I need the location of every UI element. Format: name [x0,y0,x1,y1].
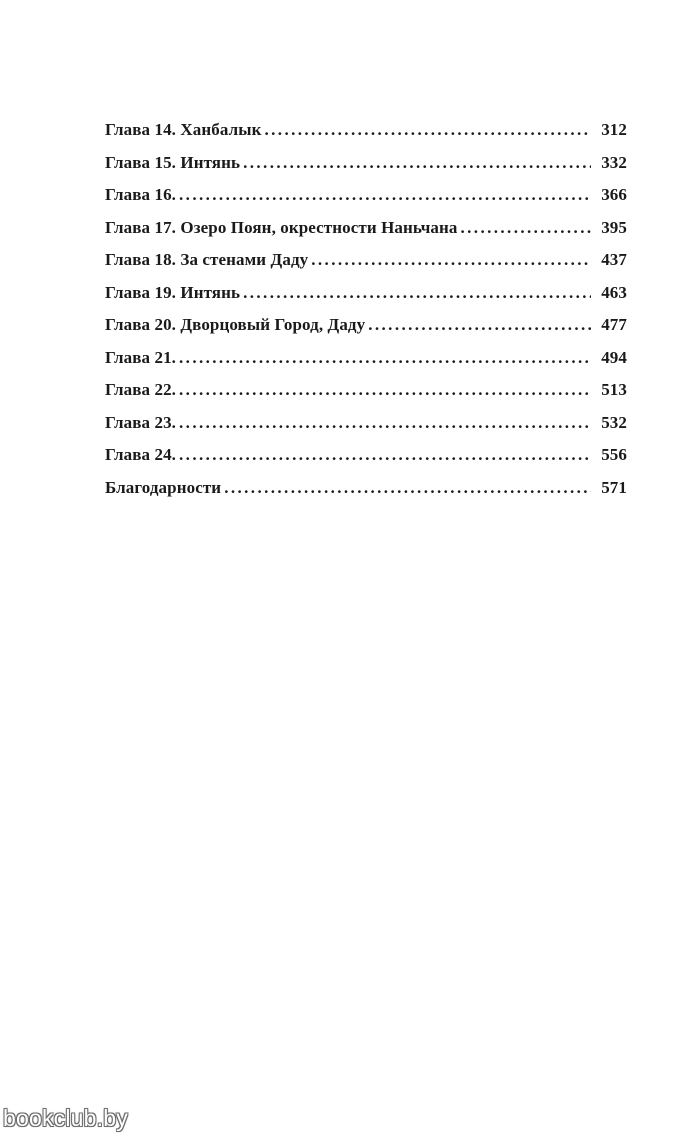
toc-entry-page: 532 [601,412,627,432]
toc-leader-dots [461,218,592,238]
toc-entry-title: Глава 16. [105,185,177,204]
toc-leader-dots [265,120,592,140]
toc-entry-title: Глава 24. [105,445,177,464]
toc-entry [105,153,627,186]
toc-entry-page: 366 [601,185,627,204]
toc-entry-title: Глава 21. [105,347,177,367]
toc-entry [105,348,627,381]
toc-leader-dots [179,185,591,205]
toc-entry-title: Глава 20. Дворцовый Город, Даду [105,315,366,334]
toc-entry [105,478,627,511]
toc-entry-page: 494 [601,347,627,367]
toc-entry [105,283,627,316]
toc-entry-title: Глава 23. [105,412,177,432]
watermark: bookclub.by [3,1105,128,1131]
toc-entry-page: 513 [601,380,627,399]
toc-entry-title: Благодарности [105,477,222,497]
toc-entry [105,120,627,153]
toc-entry [105,413,627,446]
toc-entry-title: Глава 18. За стенами Даду [105,250,309,269]
toc-entry-page: 571 [601,477,627,497]
toc-leader-dots [179,348,591,368]
toc-entry-page: 312 [601,120,627,139]
toc-leader-dots [243,153,591,173]
toc-entry [105,445,627,478]
toc-entry-page: 477 [601,315,627,334]
toc-entry [105,218,627,251]
toc-entry-page: 437 [601,250,627,269]
toc-leader-dots [311,250,591,270]
toc-entry [105,380,627,413]
toc-entry-page: 332 [601,152,627,172]
toc-entry [105,185,627,218]
toc-entry-title: Глава 14. Ханбалык [105,120,262,139]
toc-entry-page: 395 [601,217,627,237]
toc-entry [105,315,627,348]
toc-entry-title: Глава 19. Интянь [105,282,241,302]
toc-entry-title: Глава 17. Озеро Поян, окрестности Наньчана [105,217,458,237]
toc-leader-dots [243,283,591,303]
toc-entry-title: Глава 15. Интянь [105,152,241,172]
toc-entry [105,250,627,283]
toc-entry-page: 556 [601,445,627,464]
toc-leader-dots [179,445,591,465]
toc-leader-dots [179,380,591,400]
toc-leader-dots [368,315,591,335]
table-of-contents [105,120,627,510]
toc-entry-page: 463 [601,282,627,302]
toc-leader-dots [179,413,591,433]
toc-leader-dots [224,478,591,498]
toc-entry-title: Глава 22. [105,380,177,399]
